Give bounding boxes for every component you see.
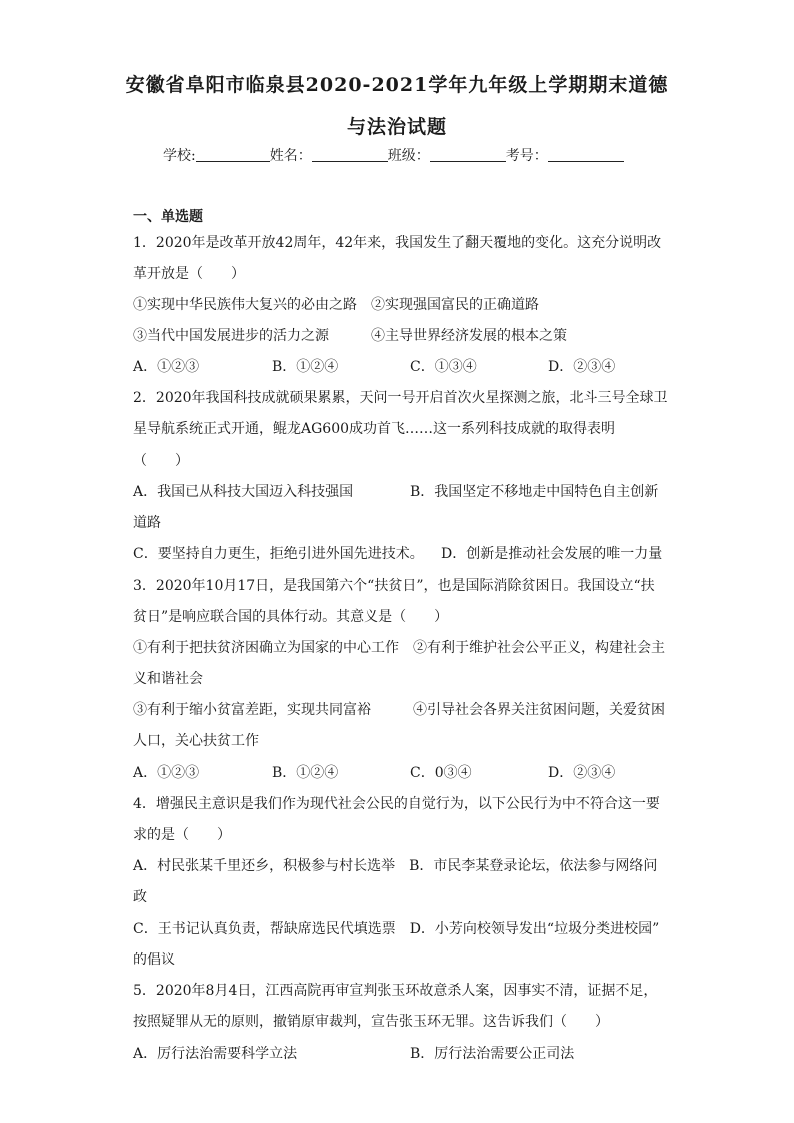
q1-option-c[interactable]: C．①③④ <box>410 359 477 375</box>
number-label: 考号： <box>505 148 548 164</box>
q3-stem-line2: 贫日”是响应联合国的具体行动。其意义是（ ） <box>133 609 449 625</box>
q3-option-a[interactable]: A．①②③ <box>133 765 200 781</box>
q3-statement-3-4: ③有利于缩小贫富差距，实现共同富裕 ④引导社会各界关注贫困问题，关爱贫困 <box>133 702 665 718</box>
name-blank[interactable] <box>312 147 388 162</box>
q5-stem-line2: 按照疑罪从无的原则，撤销原审裁判，宣告张玉环无罪。这告诉我们（ ） <box>133 1014 609 1030</box>
q2-option-d[interactable]: D．创新是推动社会发展的唯一力量 <box>441 546 663 562</box>
q1-statement-1-2: ①实现中华民族伟大复兴的必由之路 ②实现强国富民的正确道路 <box>133 297 539 313</box>
q2-option-c[interactable]: C．要坚持自力更生，拒绝引进外国先进技术。 <box>133 546 424 562</box>
q2-stem-line1: 2．2020年我国科技成就硕果累累，天问一号开启首次火星探测之旅，北斗三号全球卫 <box>133 390 668 406</box>
q1-option-b[interactable]: B．①②④ <box>272 359 339 375</box>
q3-option-b[interactable]: B．①②④ <box>272 765 339 781</box>
name-label: 姓名： <box>269 148 312 164</box>
class-blank[interactable] <box>430 147 506 162</box>
q2-option-b-cont: 道路 <box>133 515 161 531</box>
q5-option-a[interactable]: A．厉行法治需要科学立法 <box>133 1046 298 1062</box>
q5-stem-line1: 5．2020年8月4日，江西高院再审宣判张玉环故意杀人案，因事实不清，证据不足， <box>133 983 658 999</box>
q5-option-b[interactable]: B．厉行法治需要公正司法 <box>410 1046 575 1062</box>
number-blank[interactable] <box>548 147 624 162</box>
exam-title-line2: 与法治试题 <box>346 116 447 138</box>
q4-option-b-cont: 政 <box>133 889 147 905</box>
q3-option-c[interactable]: C．0③④ <box>410 765 472 781</box>
q3-option-d[interactable]: D．②③④ <box>548 765 616 781</box>
q4-option-d-cont: 的倡议 <box>133 952 175 968</box>
q3-statement-2-cont: 义和谐社会 <box>133 671 203 687</box>
school-label: 学校: <box>163 148 196 164</box>
class-label: 班级： <box>387 148 430 164</box>
q3-statement-1-2: ①有利于把扶贫济困确立为国家的中心工作 ②有利于维护社会公平正义，构建社会主 <box>133 640 665 656</box>
q4-options-ab[interactable]: A．村民张某千里还乡，积极参与村长选举 B．市民李某登录论坛，依法参与网络问 <box>133 858 658 874</box>
q1-statement-3-4: ③当代中国发展进步的活力之源 ④主导世界经济发展的根本之策 <box>133 328 567 344</box>
q2-stem-line2: 星导航系统正式开通，鲲龙AG600成功首飞……这一系列科技成就的取得表明 <box>133 421 616 437</box>
q1-stem-line2: 革开放是（ ） <box>133 266 245 282</box>
q1-option-d[interactable]: D．②③④ <box>548 359 616 375</box>
q1-option-a[interactable]: A．①②③ <box>133 359 200 375</box>
q1-stem-line1: 1．2020年是改革开放42周年，42年来，我国发生了翻天覆地的变化。这充分说明改 <box>133 235 662 251</box>
q4-stem-line1: 4．增强民主意识是我们作为现代社会公民的自觉行为，以下公民行为中不符合这一要 <box>133 796 660 812</box>
q2-option-a[interactable]: A．我国已从科技大国迈入科技强国 <box>133 484 354 500</box>
q2-option-b[interactable]: B．我国坚定不移地走中国特色自主创新 <box>410 484 659 500</box>
q3-statement-4-cont: 人口，关心扶贫工作 <box>133 733 259 749</box>
school-blank[interactable] <box>196 147 270 162</box>
q3-stem-line1: 3．2020年10月17日，是我国第六个“扶贫日”，也是国际消除贫困日。我国设立“扶 <box>133 578 655 594</box>
q4-options-cd[interactable]: C．王书记认真负责，帮缺席选民代填选票 D．小芳向校领导发出“垃圾分类进校园” <box>133 921 660 937</box>
exam-title-line1: 安徽省阜阳市临泉县2020-2021学年九年级上学期期末道德 <box>125 74 669 96</box>
q4-stem-line2: 求的是（ ） <box>133 827 231 843</box>
section-heading: 一、单选题 <box>133 209 203 225</box>
student-info-row <box>163 145 624 165</box>
q2-stem-line3: （ ） <box>133 453 189 469</box>
